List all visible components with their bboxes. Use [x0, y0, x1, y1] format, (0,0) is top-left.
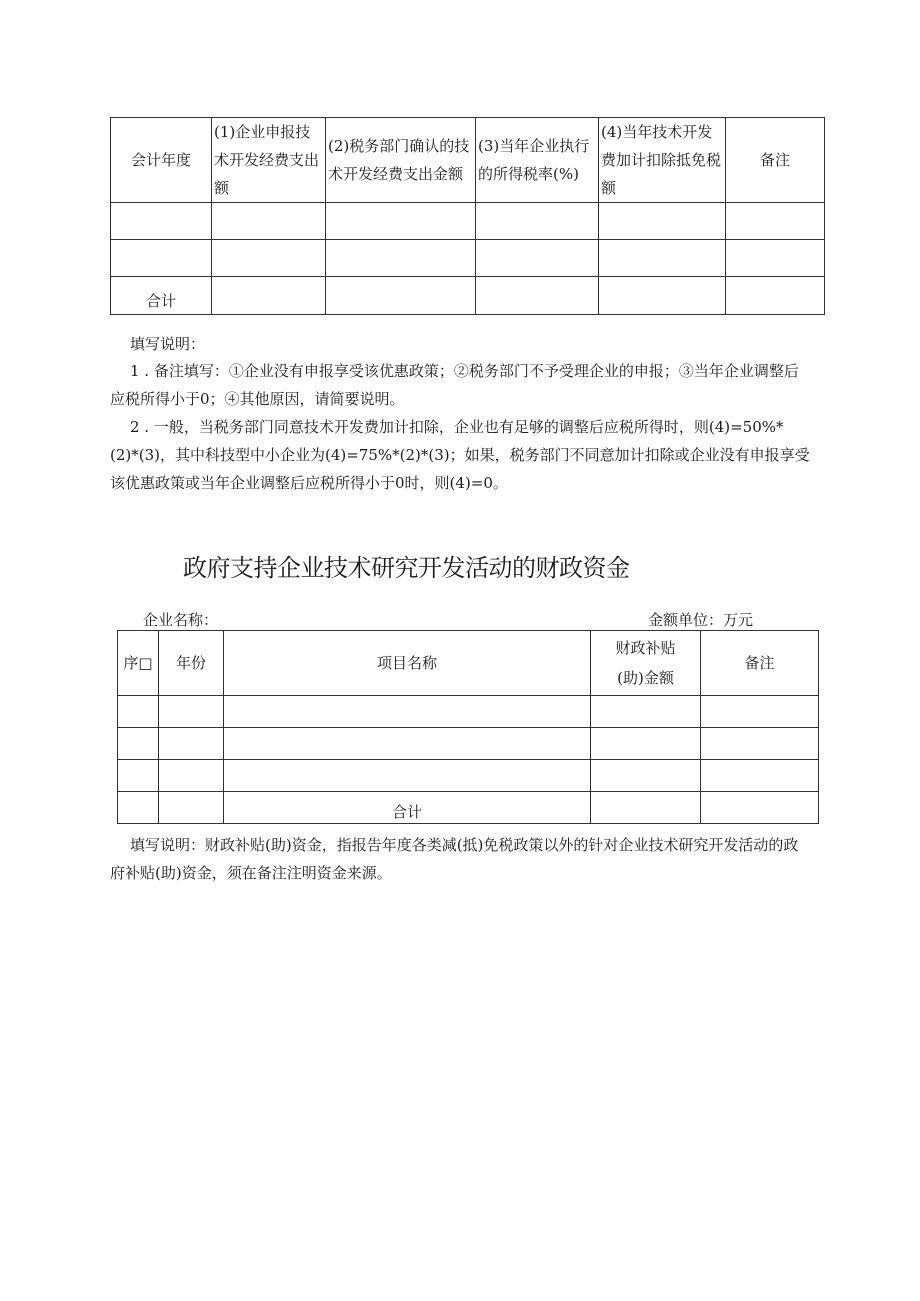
table-cell[interactable] — [591, 760, 701, 792]
table-row — [111, 240, 825, 277]
table-cell[interactable] — [111, 203, 212, 240]
table-cell[interactable] — [118, 728, 159, 760]
table-cell[interactable] — [599, 277, 726, 315]
table-cell[interactable] — [701, 792, 819, 824]
header-subsidy-line2: (助)金额 — [617, 669, 674, 687]
header-remarks: 备注 — [726, 118, 825, 203]
table-cell[interactable] — [118, 792, 159, 824]
table-cell[interactable] — [224, 696, 591, 728]
table-cell[interactable] — [212, 203, 326, 240]
table-cell[interactable] — [159, 792, 224, 824]
table-cell[interactable] — [326, 203, 476, 240]
table-cell[interactable] — [476, 203, 599, 240]
table-cell[interactable] — [726, 277, 825, 315]
table-cell[interactable] — [726, 240, 825, 277]
header-confirmed-expense: (2)税务部门确认的技术开发经费支出金额 — [326, 118, 476, 203]
table-cell[interactable] — [599, 203, 726, 240]
table-cell[interactable] — [224, 728, 591, 760]
header-tax-rate: (3)当年企业执行的所得税率(%) — [476, 118, 599, 203]
header-fiscal-year: 会计年度 — [111, 118, 212, 203]
table-cell[interactable] — [159, 696, 224, 728]
table-cell[interactable] — [224, 760, 591, 792]
table-cell[interactable] — [591, 696, 701, 728]
table-row — [118, 696, 819, 728]
header-deduction-amount: (4)当年技术开发费加计扣除抵免税额 — [599, 118, 726, 203]
header-year: 年份 — [159, 631, 224, 696]
total-label: 合计 — [111, 277, 212, 315]
table-cell[interactable] — [591, 792, 701, 824]
note-item-2: 2 . 一般，当税务部门同意技术开发费加计扣除，企业也有足够的调整后应税所得时，则(4)=50%*(2)*(3)，其中科技型中小企业为(4)=75%*(2)*(3)；如果，税务部门不同意加计扣除或企业没有申报享受该优惠政策或当年企业调整后应税所得小于0时，则(4)=0。 — [110, 418, 810, 492]
table-row — [118, 760, 819, 792]
header-declared-expense: (1)企业申报技术开发经费支出额 — [212, 118, 326, 203]
table-cell[interactable] — [159, 728, 224, 760]
rd-expense-table — [110, 117, 825, 315]
table-cell[interactable] — [599, 240, 726, 277]
table-header-row — [118, 631, 819, 696]
company-name-label: 企业名称： — [143, 611, 219, 629]
table-cell[interactable] — [212, 277, 326, 315]
table-cell[interactable] — [118, 760, 159, 792]
table-cell[interactable] — [118, 696, 159, 728]
table-cell[interactable] — [701, 760, 819, 792]
table-cell[interactable] — [701, 728, 819, 760]
table-cell[interactable] — [326, 240, 476, 277]
table-cell[interactable] — [476, 240, 599, 277]
header-subsidy-line1: 财政补贴 — [615, 639, 676, 657]
table-header-row — [111, 118, 825, 203]
section2-note: 填写说明：财政补贴(助)资金，指报告年度各类减(抵)免税政策以外的针对企业技术研究开发活动的政府补贴(助)资金，须在备注注明资金来源。 — [110, 836, 799, 882]
table-cell[interactable] — [476, 277, 599, 315]
section-title: 政府支持企业技术研究开发活动的财政资金 — [183, 554, 630, 582]
table-row — [111, 203, 825, 240]
note-item-1: 1 . 备注填写：①企业没有申报享受该优惠政策；②税务部门不予受理企业的申报；③当年企业调整后应税所得小于0；④其他原因，请简要说明。 — [110, 362, 799, 408]
total-row — [111, 277, 825, 315]
table-cell[interactable] — [591, 728, 701, 760]
total-label: 合计 — [224, 792, 591, 824]
header-project-name: 项目名称 — [224, 631, 591, 696]
notes-heading: 填写说明： — [130, 335, 206, 353]
header-sequence: 序□ — [118, 631, 159, 696]
table-cell[interactable] — [726, 203, 825, 240]
total-row — [118, 792, 819, 824]
government-funding-table — [117, 630, 819, 824]
table-cell[interactable] — [212, 240, 326, 277]
table-cell[interactable] — [111, 240, 212, 277]
table-cell[interactable] — [159, 760, 224, 792]
header-remarks: 备注 — [701, 631, 819, 696]
table-row — [118, 728, 819, 760]
amount-unit-label: 金额单位：万元 — [648, 611, 754, 629]
table-cell[interactable] — [701, 696, 819, 728]
header-subsidy-amount — [591, 631, 701, 696]
table-cell[interactable] — [326, 277, 476, 315]
